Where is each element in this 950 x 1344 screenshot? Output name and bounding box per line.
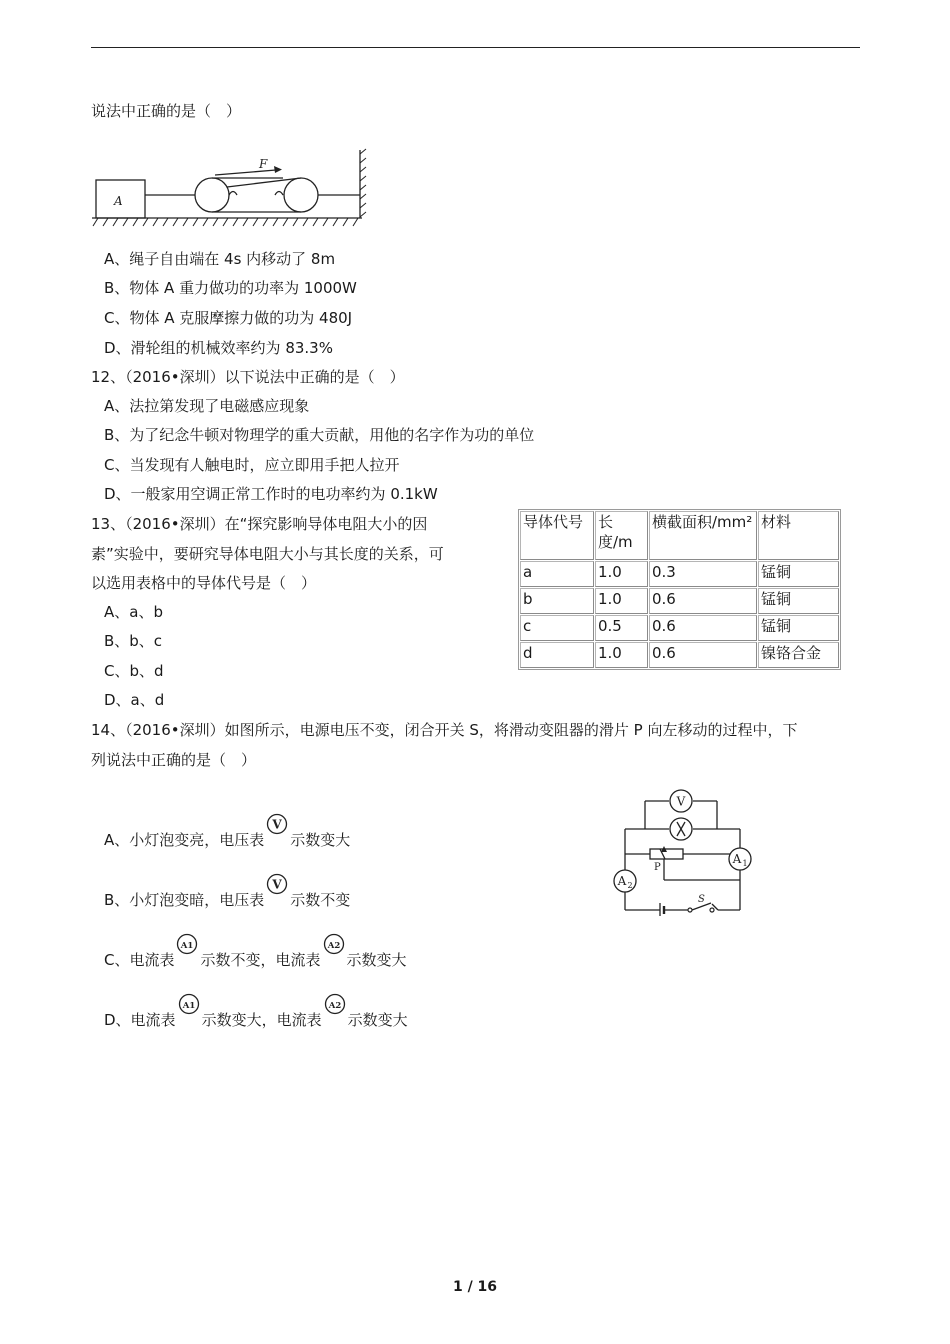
- table-row: [520, 615, 839, 641]
- page-number: 1 / 16: [452, 1279, 498, 1295]
- option-text: D、电流表: [104, 1011, 176, 1029]
- q14-option-d: [104, 993, 408, 1037]
- q13-option-d: D、a、d: [104, 691, 165, 709]
- table-cell: 1.0: [595, 588, 648, 614]
- option-text: 示数变大: [290, 831, 351, 849]
- q12-option-b: B、为了纪念牛顿对物理学的重大贡献，用他的名字作为功的单位: [104, 426, 535, 444]
- table-cell: b: [520, 588, 594, 614]
- meter-label: A1: [181, 941, 194, 951]
- q11-option-d: D、滑轮组的机械效率约为 83.3%: [104, 339, 333, 357]
- circuit-label-s: S: [698, 894, 705, 905]
- table-cell: a: [520, 561, 594, 587]
- option-text: A、小灯泡变亮，电压表: [104, 831, 265, 849]
- table-header-row: [520, 511, 839, 560]
- circuit-label-a2: A: [617, 874, 627, 888]
- q13-stem-line-2: 素”实验中，要研究导体电阻大小与其长度的关系，可: [91, 545, 444, 563]
- option-text: 示数不变，电流表: [200, 951, 321, 969]
- option-text: B、小灯泡变暗，电压表: [104, 891, 265, 909]
- table-cell: 锰铜: [758, 561, 839, 587]
- header-cell: 导体代号: [520, 511, 594, 560]
- circuit-label-v: V: [676, 794, 686, 809]
- table-row: [520, 561, 839, 587]
- header-cell: 横截面积/mm²: [649, 511, 757, 560]
- option-text: 示数不变: [290, 891, 351, 909]
- option-text: C、电流表: [104, 951, 175, 969]
- option-text: 示数变大: [346, 951, 407, 969]
- table-cell: c: [520, 615, 594, 641]
- pulley-figure: [92, 146, 372, 230]
- header-cell: 长度/m: [595, 511, 648, 560]
- table-cell: 锰铜: [758, 588, 839, 614]
- table-cell: 1.0: [595, 642, 648, 668]
- ammeter-a1-icon: [176, 933, 198, 955]
- q13-option-b: B、b、c: [104, 632, 163, 650]
- q14-stem-line-2: 列说法中正确的是（ ）: [91, 751, 257, 769]
- q12-option-a: A、法拉第发现了电磁感应现象: [104, 397, 310, 415]
- ammeter-a2-icon: [323, 933, 345, 955]
- q13-option-c: C、b、d: [104, 662, 164, 680]
- q11-option-b: B、物体 A 重力做功的功率为 1000W: [104, 279, 357, 297]
- table-row: [520, 642, 839, 668]
- conductor-table: [518, 509, 841, 670]
- meter-label: V: [272, 817, 282, 832]
- table-cell: 0.6: [649, 588, 757, 614]
- meter-label: V: [272, 877, 282, 892]
- q12-option-c: C、当发现有人触电时，应立即用手把人拉开: [104, 456, 400, 474]
- ammeter-a2-icon: [324, 993, 346, 1015]
- ammeter-a1-icon: [178, 993, 200, 1015]
- q13-stem-line-3: 以选用表格中的导体代号是（ ）: [91, 574, 317, 592]
- q11-option-a: A、绳子自由端在 4s 内移动了 8m: [104, 250, 336, 268]
- voltmeter-icon: [266, 873, 288, 895]
- label-f: F: [259, 157, 268, 171]
- table-row: [520, 588, 839, 614]
- circuit-label-a2-sub: 2: [627, 881, 633, 890]
- header-cell: 材料: [758, 511, 839, 560]
- table-cell: 锰铜: [758, 615, 839, 641]
- table-cell: d: [520, 642, 594, 668]
- table-cell: 0.6: [649, 615, 757, 641]
- circuit-label-a1-sub: 1: [742, 859, 748, 868]
- table-cell: 0.3: [649, 561, 757, 587]
- q14-stem-line-1: 14、（2016•深圳）如图所示，电源电压不变，闭合开关 S，将滑动变阻器的滑片 P 向左移动的过程中，下: [91, 721, 798, 739]
- q14-option-b: [104, 873, 350, 917]
- header-rule: [91, 47, 860, 48]
- meter-label: A1: [182, 1001, 195, 1011]
- q14-option-c: [104, 933, 407, 977]
- q14-option-a: [104, 813, 350, 857]
- table-cell: 1.0: [595, 561, 648, 587]
- q13-stem-line-1: 13、（2016•深圳）在“探究影响导体电阻大小的因: [91, 515, 428, 533]
- q11-option-c: C、物体 A 克服摩擦力做的功为 480J: [104, 309, 353, 327]
- q12-option-d: D、一般家用空调正常工作时的电功率约为 0.1kW: [104, 485, 438, 503]
- voltmeter-icon: [266, 813, 288, 835]
- option-text: 示数变大，电流表: [201, 1011, 322, 1029]
- table-cell: 0.6: [649, 642, 757, 668]
- circuit-label-a1: A: [732, 852, 742, 866]
- circuit-label-p: P: [654, 862, 661, 873]
- table-cell: 镍铬合金: [758, 642, 839, 668]
- q13-option-a: A、a、b: [104, 603, 163, 621]
- meter-label: A2: [327, 941, 340, 951]
- table-cell: 0.5: [595, 615, 648, 641]
- circuit-diagram: [608, 788, 756, 916]
- option-text: 示数变大: [347, 1011, 408, 1029]
- meter-label: A2: [328, 1001, 341, 1011]
- q11-stem-tail: 说法中正确的是（ ）: [91, 102, 242, 120]
- q12-stem: 12、（2016•深圳）以下说法中正确的是（ ）: [91, 368, 405, 386]
- label-a: A: [114, 194, 123, 208]
